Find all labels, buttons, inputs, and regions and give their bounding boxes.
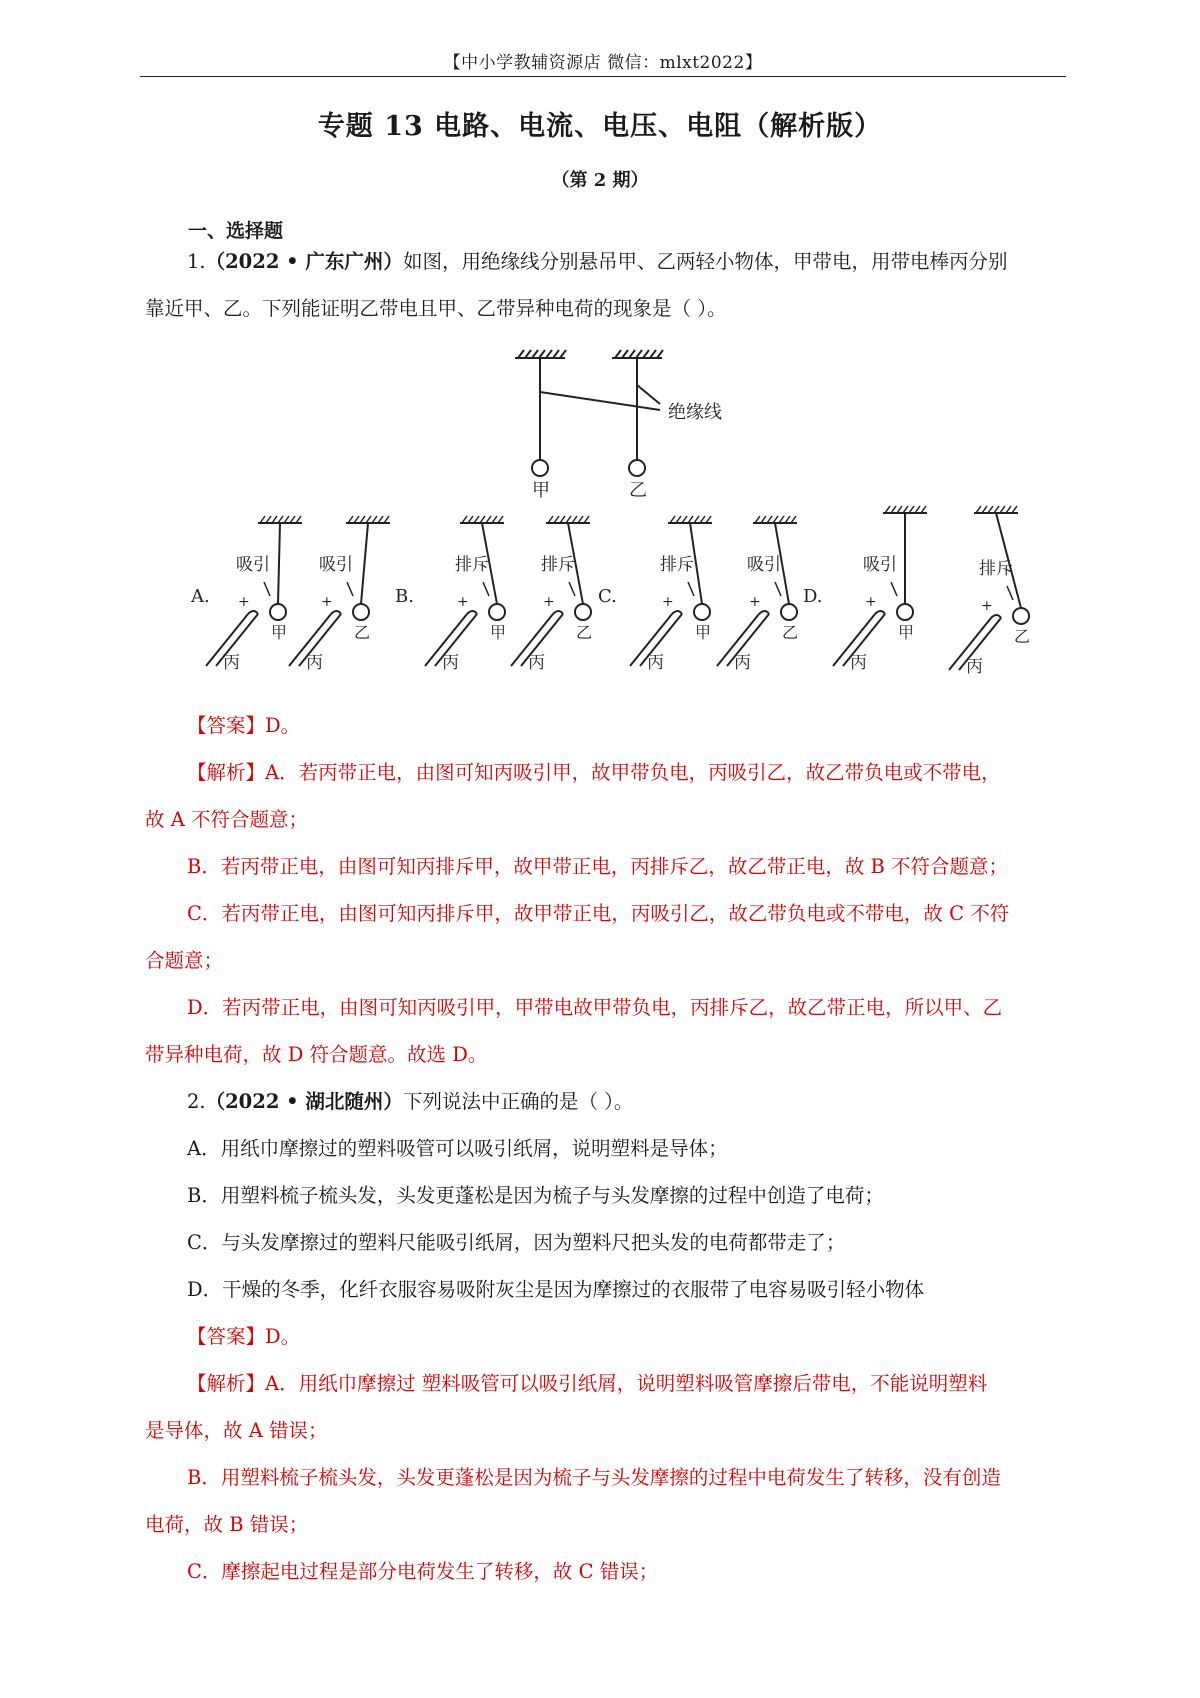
ceiling-hatch (462, 516, 467, 523)
interaction-label: 排斥 (979, 559, 1013, 579)
q1-analysis-label: 【解析】 (187, 761, 266, 784)
ceiling-hatch (1012, 506, 1017, 513)
ball-jia (897, 604, 913, 620)
label-pointer (264, 582, 270, 596)
plus-sign: + (662, 594, 674, 610)
ball-jia (489, 604, 505, 620)
label-jia: 甲 (532, 480, 550, 501)
ceiling-hatch (474, 516, 479, 523)
interaction-label: 吸引 (747, 555, 781, 575)
q2-analysis-line: A．用纸巾摩擦过 塑料吸管可以吸引纸屑，说明塑料吸管摩擦后带电，不能说明塑料 (265, 1372, 988, 1395)
interaction-label: 吸引 (319, 555, 353, 575)
ceiling-hatch (284, 516, 289, 523)
ceiling-hatch (761, 516, 766, 523)
ball-yi (1013, 608, 1029, 624)
ceiling-hatch (572, 516, 577, 523)
label-insulating-wire: 绝缘线 (668, 402, 722, 423)
q1-figure-options (0, 0, 1200, 720)
ceiling-hatch (909, 506, 914, 513)
q1-analysis-line: 合题意； (145, 949, 224, 972)
page-title: 专题 13 电路、电流、电压、电阻（解析版） (317, 111, 883, 142)
q2-text: 下列说法中正确的是（ ）。 (402, 1090, 634, 1113)
rod-tip (875, 611, 885, 614)
q2-answer: 【答案】D。 (187, 1325, 301, 1348)
page-subtitle: （第 2 期） (551, 170, 649, 191)
q1-analysis-line: B．若丙带正电，由图可知丙排斥甲，故甲带正电，丙排斥乙，故乙带正电，故 B 不符合题意； (187, 855, 1009, 878)
q1-answer: 【答案】D。 (187, 714, 301, 737)
rod-tip (553, 611, 563, 614)
q1-analysis-line: C．若丙带正电，由图可知丙排斥甲，故甲带正电，丙吸引乙，故乙带负电或不带电，故 C 不符 (187, 902, 1010, 925)
ceiling-hatch (498, 516, 503, 523)
label-jia: 甲 (898, 623, 915, 642)
ceiling-hatch (988, 506, 993, 513)
q2-source: （2022 • 湖北随州） (205, 1090, 403, 1113)
rod-tip (467, 611, 477, 614)
ceiling-hatch (755, 516, 760, 523)
label-bing: 丙 (528, 653, 545, 673)
q2-analysis-line: B．用塑料梳子梳头发，头发更蓬松是因为梳子与头发摩擦的过程中电荷发生了转移，没有创造 (187, 1466, 1001, 1489)
ceiling-hatch (903, 506, 908, 513)
ball-yi (575, 604, 591, 620)
ceiling-hatch (266, 516, 271, 523)
label-bing: 丙 (442, 653, 459, 673)
label-bing: 丙 (306, 653, 323, 673)
ceiling-hatch (348, 516, 353, 523)
q1-text-line1: 如图，用绝缘线分别悬吊甲、乙两轻小物体，甲带电，用带电棒丙分别 (402, 250, 1008, 273)
ceiling-hatch (290, 516, 295, 523)
ceiling-hatch (700, 516, 705, 523)
label-pointer (1007, 586, 1013, 600)
ceiling-hatch (486, 516, 491, 523)
ceiling-hatch (767, 516, 772, 523)
ball-jia (270, 604, 286, 620)
interaction-label: 排斥 (660, 555, 694, 575)
suspension-thread (361, 523, 368, 604)
label-jia: 甲 (490, 623, 507, 642)
ceiling-hatch (560, 516, 565, 523)
ceiling-hatch (688, 516, 693, 523)
ceiling-hatch (548, 516, 553, 523)
label-pointer (483, 582, 489, 596)
ceiling-hatch (278, 516, 283, 523)
ceiling-hatch (366, 516, 371, 523)
ceiling-hatch (360, 516, 365, 523)
q2-option: C．与头发摩擦过的塑料尺能吸引纸屑，因为塑料尺把头发的电荷都带走了； (187, 1231, 846, 1254)
ceiling-hatch (378, 516, 383, 523)
q2-analysis-label: 【解析】 (187, 1372, 266, 1395)
ceiling-hatch (779, 516, 784, 523)
plus-sign: + (321, 594, 333, 610)
ceiling-hatch (682, 516, 687, 523)
label-bing: 丙 (850, 653, 867, 673)
ceiling-hatch (480, 516, 485, 523)
ceiling-hatch (976, 506, 981, 513)
label-pointer (569, 582, 575, 596)
label-pointer (688, 582, 694, 596)
label-jia: 甲 (695, 623, 712, 642)
plus-sign: + (749, 594, 761, 610)
rod-tip (991, 615, 1001, 618)
label-bing: 丙 (966, 657, 983, 677)
interaction-label: 排斥 (455, 555, 489, 575)
q1-source: （2022 • 广东广州） (205, 250, 403, 273)
label-jia: 甲 (271, 623, 288, 642)
ceiling-hatch (584, 516, 589, 523)
ceiling-hatch (670, 516, 675, 523)
ceiling-hatch (354, 516, 359, 523)
q2-number: 2. (187, 1090, 206, 1113)
label-pointer (775, 582, 781, 596)
interaction-label: 吸引 (863, 555, 897, 575)
plus-sign: + (981, 598, 993, 614)
ceiling-hatch (897, 506, 902, 513)
q2-answer-block (145, 1313, 1065, 1595)
option-letter: B. (395, 586, 414, 607)
option-letter: A. (191, 586, 210, 607)
ball-yi (353, 604, 369, 620)
label-yi: 乙 (354, 623, 371, 642)
suspension-thread (278, 523, 280, 604)
q1-analysis (145, 749, 1065, 1078)
q2-option: D．干燥的冬季，化纤衣服容易吸附灰尘是因为摩擦过的衣服带了电容易吸引轻小物体 (187, 1278, 925, 1301)
ball-yi (781, 604, 797, 620)
ceiling-hatch (915, 506, 920, 513)
label-yi: 乙 (1014, 627, 1031, 646)
label-bing: 丙 (223, 653, 240, 673)
option-letter: D. (803, 586, 823, 607)
label-yi: 乙 (576, 623, 593, 642)
q1-analysis-line: 带异种电荷，故 D 符合题意。故选 D。 (145, 1043, 488, 1066)
option-letter: C. (598, 586, 617, 607)
ceiling-hatch (566, 516, 571, 523)
ceiling-hatch (1000, 506, 1005, 513)
plus-sign: + (543, 594, 555, 610)
rod-tip (672, 611, 682, 614)
q2-analysis-line: 是导体，故 A 错误； (145, 1419, 328, 1442)
ceiling-hatch (994, 506, 999, 513)
label-yi: 乙 (782, 623, 799, 642)
ceiling-hatch (773, 516, 778, 523)
plus-sign: + (238, 594, 250, 610)
section-heading: 一、选择题 (188, 220, 284, 242)
ceiling-hatch (1006, 506, 1011, 513)
rod-tip (248, 611, 258, 614)
ceiling-hatch (791, 516, 796, 523)
ceiling-hatch (785, 516, 790, 523)
plus-sign: + (457, 594, 469, 610)
ceiling-hatch (982, 506, 987, 513)
label-bing: 丙 (734, 653, 751, 673)
ceiling-hatch (706, 516, 711, 523)
page-header: 【中小学教辅资源店 微信：mlxt2022】 (443, 53, 763, 73)
plus-sign: + (865, 594, 877, 610)
q2-option: B．用塑料梳子梳头发，头发更蓬松是因为梳子与头发摩擦的过程中创造了电荷； (187, 1184, 884, 1207)
q2-analysis-line: C．摩擦起电过程是部分电荷发生了转移，故 C 错误； (187, 1560, 659, 1583)
ceiling-hatch (921, 506, 926, 513)
label-pointer (891, 582, 897, 596)
ceiling-hatch (885, 506, 890, 513)
ceiling-hatch (676, 516, 681, 523)
ceiling-hatch (468, 516, 473, 523)
ceiling-hatch (384, 516, 389, 523)
q2-stem (145, 1078, 1065, 1313)
q1-number: 1. (187, 250, 206, 273)
q1-analysis-line: 故 A 不符合题意； (145, 808, 308, 831)
interaction-label: 排斥 (541, 555, 575, 575)
q1-analysis-line: A．若丙带正电，由图可知丙吸引甲，故甲带负电，丙吸引乙，故乙带负电或不带电， (265, 761, 1001, 784)
ball-jia (694, 604, 710, 620)
rod-tip (759, 611, 769, 614)
rod-tip (331, 611, 341, 614)
ceiling-hatch (694, 516, 699, 523)
ceiling-hatch (492, 516, 497, 523)
ceiling-hatch (260, 516, 265, 523)
ceiling-hatch (578, 516, 583, 523)
ceiling-hatch (891, 506, 896, 513)
q1-analysis-line: D．若丙带正电，由图可知丙吸引甲，甲带电故甲带负电，丙排斥乙，故乙带正电，所以甲、乙 (187, 996, 1003, 1019)
ceiling-hatch (372, 516, 377, 523)
label-pointer (347, 582, 353, 596)
ceiling-hatch (554, 516, 559, 523)
label-yi: 乙 (629, 480, 647, 501)
q1-answer-block (145, 702, 1065, 749)
q1-text-line2: 靠近甲、乙。下列能证明乙带电且甲、乙带异种电荷的现象是（ ）。 (145, 297, 727, 320)
interaction-label: 吸引 (236, 555, 270, 575)
q2-analysis-line: 电荷，故 B 错误； (145, 1513, 309, 1536)
q2-option: A．用纸巾摩擦过的塑料吸管可以吸引纸屑，说明塑料是导体； (187, 1137, 728, 1160)
ceiling-hatch (272, 516, 277, 523)
ceiling-hatch (296, 516, 301, 523)
label-bing: 丙 (647, 653, 664, 673)
